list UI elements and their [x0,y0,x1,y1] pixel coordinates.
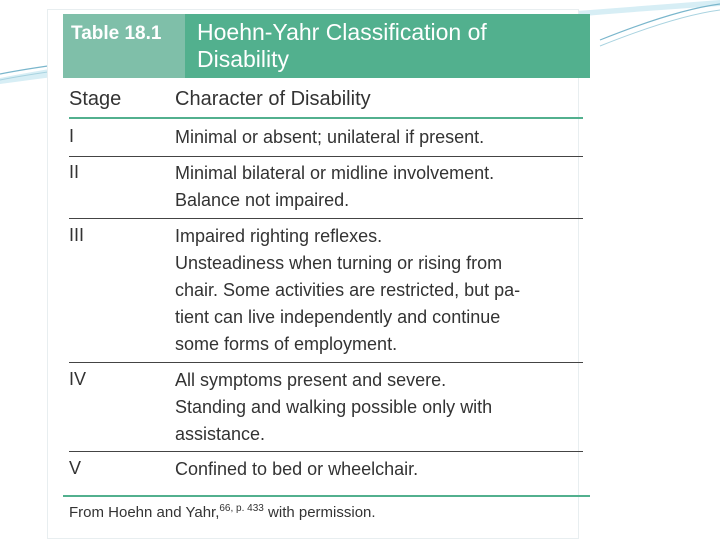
row-divider [69,218,583,219]
table-number: Table 18.1 [63,14,185,78]
column-header-stage: Stage [69,88,122,110]
table-bottom-rule [63,495,590,497]
stage-description: Confined to bed or wheelchair. [175,459,419,479]
stage-description: All symptoms present and severe. Standing and walking possible only with assistance. [175,370,493,444]
stage-label: V [69,458,82,478]
row-divider [69,362,583,363]
stage-label: III [69,225,85,245]
header-rule [69,117,583,119]
table-title-bar [63,14,590,78]
stage-label: I [69,126,75,146]
stage-label: II [69,162,80,182]
stage-description: Minimal bilateral or midline involvement. Balance not impaired. [175,163,495,210]
row-divider [69,156,583,157]
column-header-character: Character of Disability [175,88,371,110]
stage-description: Minimal or absent; unilateral if present. [175,127,485,147]
stage-description: Impaired righting reflexes. Unsteadiness when turning or rising from chair. Some activities are restricted, but pa- tient can live independently and continue some forms of employment. [175,226,521,354]
table-title: Hoehn-Yahr Classification of Disability [197,19,487,72]
row-divider [69,451,583,452]
table-footnote: From Hoehn and Yahr,$^{66, p. 433}$ with permission. [69,503,376,521]
stage-label: IV [69,369,87,389]
